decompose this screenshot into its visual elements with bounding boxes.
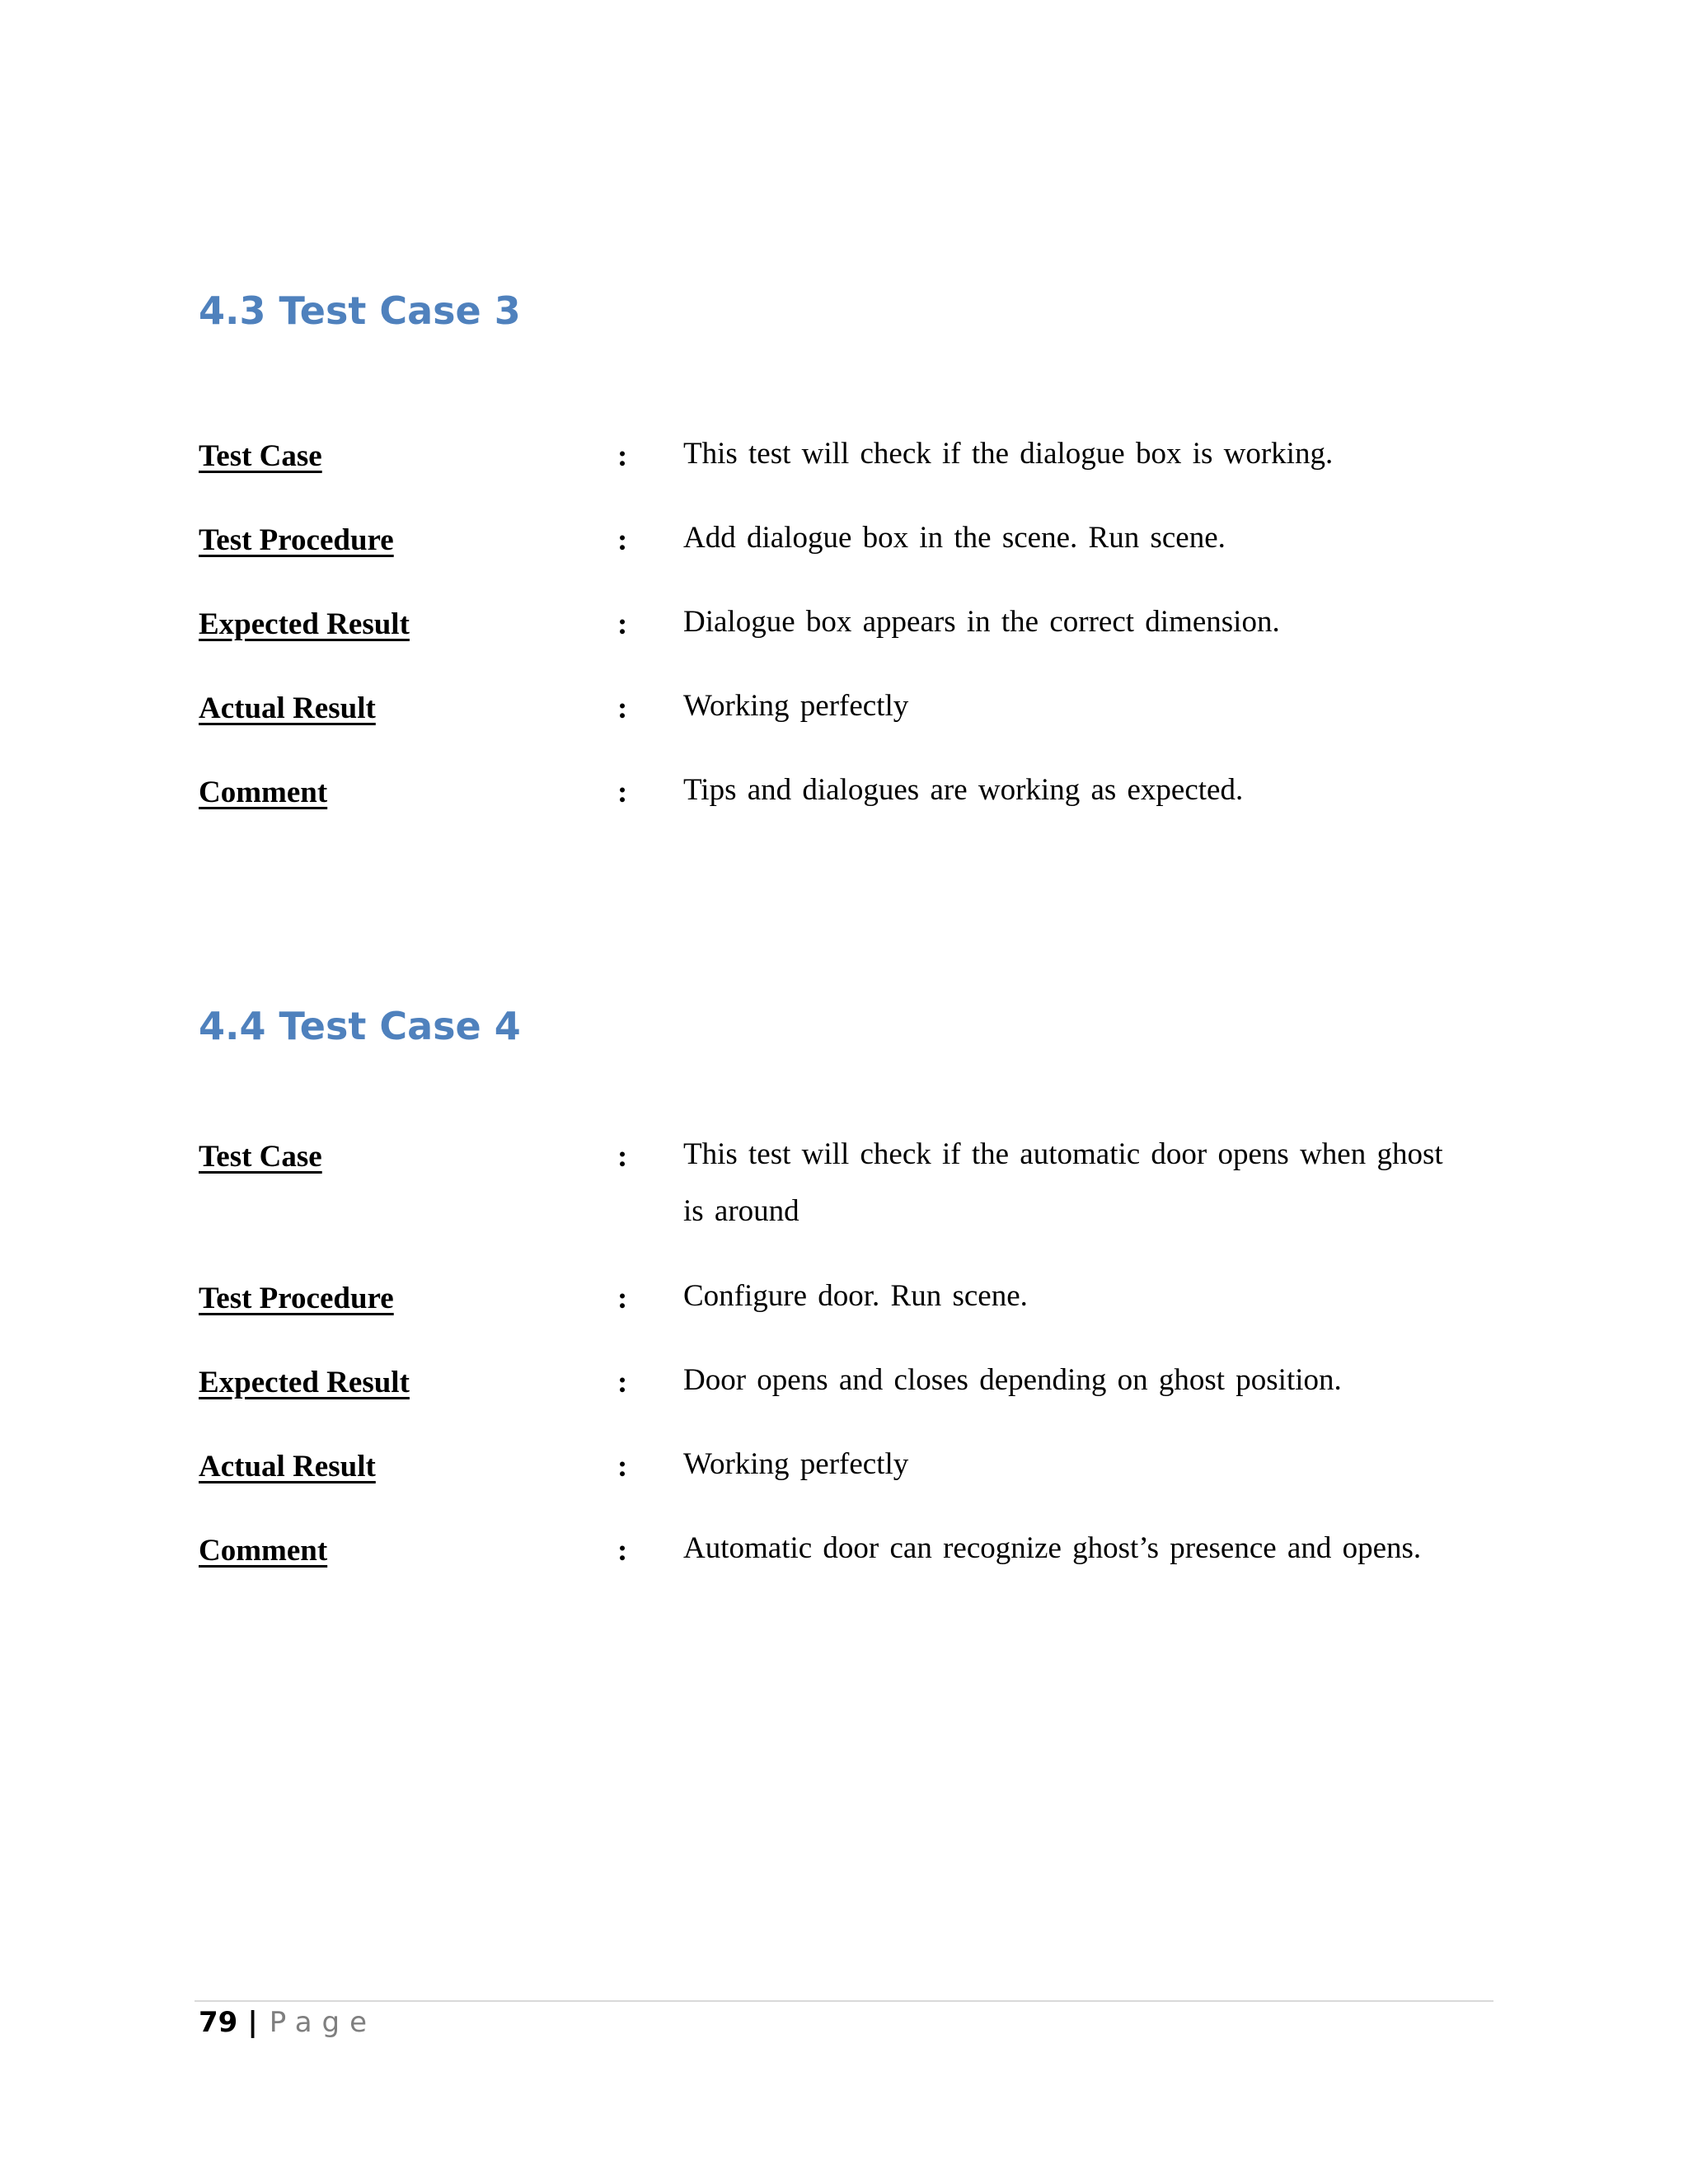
row-label: Test Procedure [199, 1282, 394, 1315]
row-colon: : [617, 1534, 628, 1568]
row-value: This test will check if the dialogue box is working. [683, 437, 1334, 471]
row-colon: : [617, 1282, 628, 1315]
row-label: Comment [199, 1534, 328, 1568]
row-colon: : [617, 1366, 628, 1399]
row-colon: : [617, 439, 628, 473]
row-colon: : [617, 776, 628, 809]
section-heading-test-case-3: 4.3 Test Case 3 [199, 288, 521, 333]
row-value: Configure door. Run scene. [683, 1279, 1028, 1313]
footer-divider [195, 2000, 1493, 2002]
footer-separator: | [247, 2006, 258, 2039]
row-colon: : [617, 1450, 628, 1483]
row-colon: : [617, 523, 628, 557]
page-word: Page [269, 2006, 377, 2039]
row-label: Actual Result [199, 1450, 376, 1483]
row-label: Expected Result [199, 1366, 410, 1399]
row-label: Test Procedure [199, 523, 394, 557]
row-colon: : [617, 691, 628, 725]
section-heading-test-case-4: 4.4 Test Case 4 [199, 1004, 521, 1048]
page-footer [199, 2006, 377, 2039]
row-label: Expected Result [199, 607, 410, 641]
row-label: Test Case [199, 439, 322, 473]
page-number: 79 [199, 2006, 238, 2039]
row-value: Door opens and closes depending on ghost position. [683, 1363, 1342, 1397]
row-value: This test will check if the automatic door opens when ghost is around [683, 1137, 1443, 1228]
row-value: Automatic door can recognize ghost’s presence and opens. [683, 1531, 1422, 1565]
row-label: Actual Result [199, 691, 376, 725]
row-value: Add dialogue box in the scene. Run scene. [683, 521, 1226, 555]
row-colon: : [617, 1140, 628, 1174]
row-value: Tips and dialogues are working as expected. [683, 773, 1244, 807]
row-value: Dialogue box appears in the correct dimension. [683, 605, 1280, 639]
row-colon: : [617, 607, 628, 641]
row-value: Working perfectly [683, 1447, 909, 1481]
row-value: Working perfectly [683, 689, 909, 723]
row-label: Test Case [199, 1140, 322, 1174]
row-label: Comment [199, 776, 328, 809]
